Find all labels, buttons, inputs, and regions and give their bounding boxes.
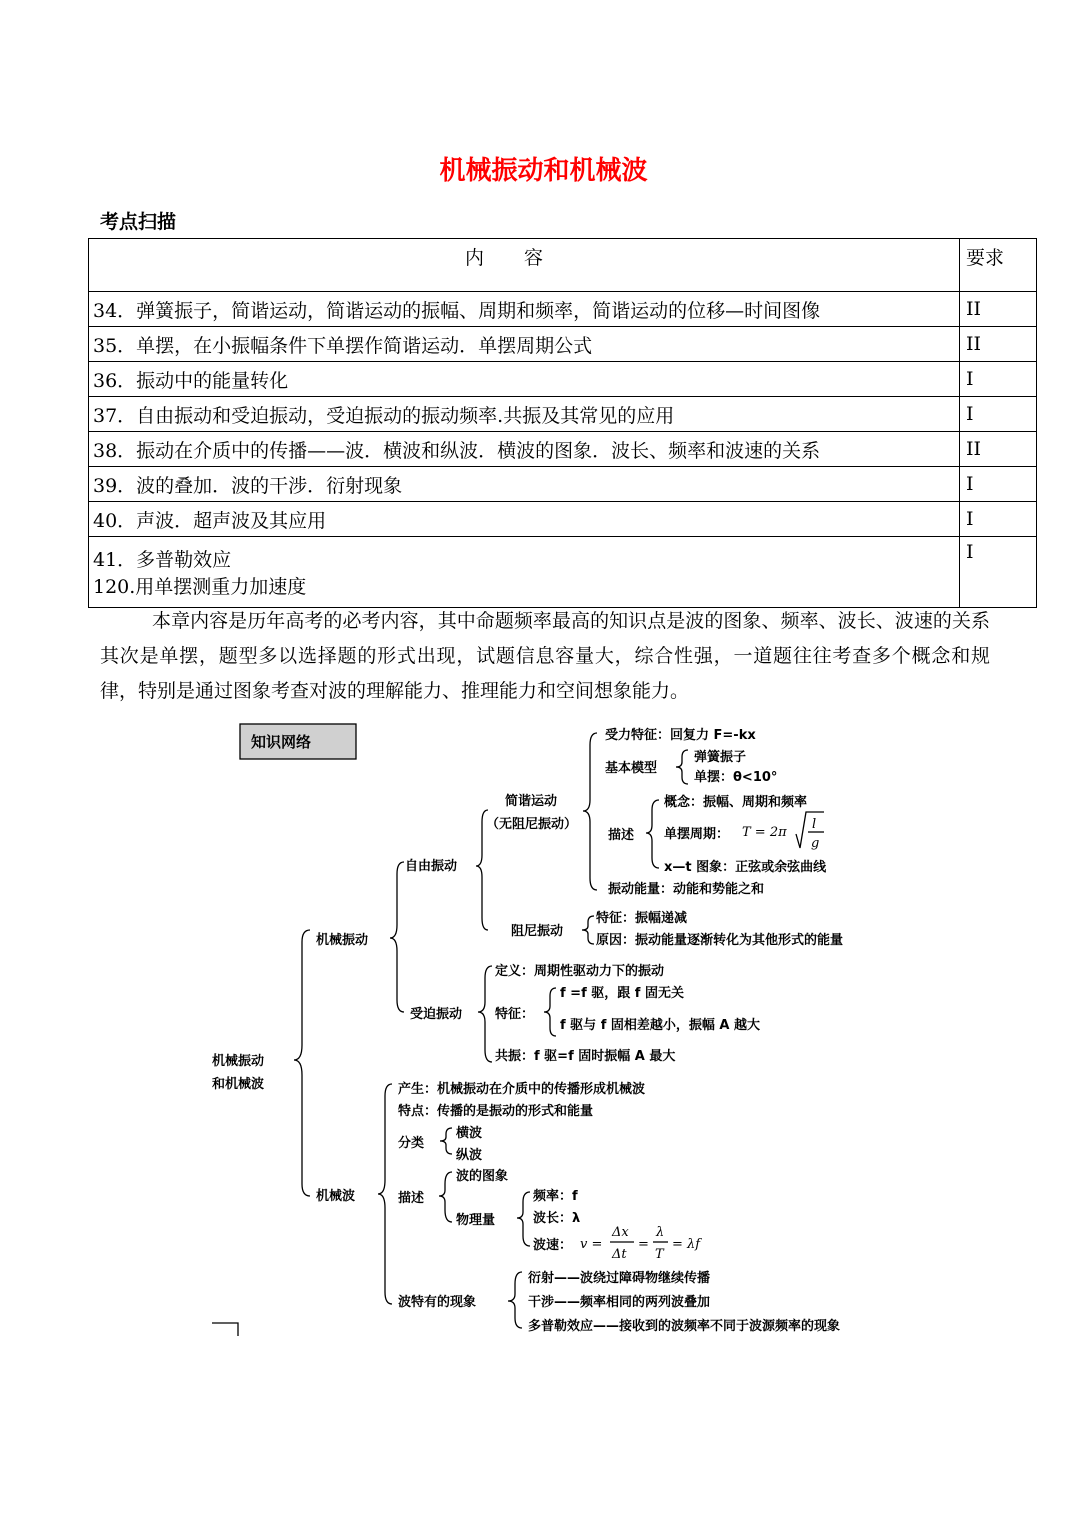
wave-describe-label: 描述 — [398, 1191, 425, 1206]
row-content: 39．波的叠加．波的干涉．衍射现象 — [89, 467, 960, 502]
period-formula: T = 2π — [742, 825, 787, 840]
row-line: 120.用单摆测重力加速度 — [93, 576, 307, 598]
phenomena-brace — [508, 1272, 522, 1328]
doppler-text: 多普勒效应——接收到的波频率不同于波源频率的现象 — [528, 1319, 841, 1334]
row-content: 35．单摆，在小振幅条件下单摆作简谐运动．单摆周期公式 — [89, 327, 960, 362]
wave-label: 机械波 — [316, 1189, 356, 1204]
interference-text: 干涉——频率相同的两列波叠加 — [528, 1295, 711, 1310]
vib-energy-text: 振动能量：动能和势能之和 — [608, 882, 765, 897]
describe-brace — [646, 800, 659, 868]
force-feature-text: 受力特征：回复力 F=-kx — [605, 728, 756, 743]
forced-feature-brace — [544, 988, 556, 1036]
wave-phenomena-label: 波特有的现象 — [398, 1295, 477, 1310]
vibration-brace — [390, 862, 404, 1012]
xt-graph-text: x—t 图象：正弦或余弦曲线 — [664, 860, 827, 875]
formula-g: g — [811, 836, 820, 851]
damped-feature-text: 特征：振幅递减 — [596, 911, 688, 926]
row-requirement: I — [960, 537, 1037, 608]
root-label: 机械振动 — [212, 1054, 265, 1069]
root-label: 和机械波 — [212, 1077, 265, 1092]
resonance-text: 共振：f 驱=f 固时振幅 A 最大 — [495, 1049, 676, 1064]
damped-label: 阻尼振动 — [511, 924, 564, 939]
shm-brace — [583, 733, 597, 890]
forced-label: 受迫振动 — [410, 1007, 463, 1022]
corner-mark — [212, 1323, 238, 1336]
speed-eq2: = λf — [672, 1237, 701, 1252]
damped-brace — [582, 916, 594, 944]
row-content: 37．自由振动和受迫振动，受迫振动的振动频率.共振及其常见的应用 — [89, 397, 960, 432]
knowledge-network-label: 知识网络 — [251, 733, 312, 751]
row-requirement: I — [960, 467, 1037, 502]
chapter-intro-paragraph: 本章内容是历年高考的必考内容，其中命题频率最高的知识点是波的图象、频率、波长、波速的关系 其次是单摆，题型多以选择题的形式出现，试题信息容量大，综合性强，一道题往往考查多个概念和规律，特别是通过图象考查对波的理解能力、推理能力和空间想象能力。 — [100, 610, 990, 702]
free-vibration-label: 自由振动 — [405, 859, 458, 874]
row-requirement: I — [960, 502, 1037, 537]
forced-feature-label: 特征： — [495, 1007, 535, 1022]
wavelength-text: 波长：λ — [533, 1211, 581, 1226]
damped-reason-text: 原因：振动能量逐渐转化为其他形式的能量 — [596, 933, 844, 948]
pendulum-period-label: 单摆周期： — [664, 827, 730, 842]
row-content: 36．振动中的能量转化 — [89, 362, 960, 397]
speed-T: T — [655, 1247, 664, 1262]
speed-lambda: λ — [656, 1225, 665, 1240]
wave-describe-brace — [439, 1172, 452, 1222]
row-content: 38．振动在介质中的传播——波．横波和纵波．横波的图象．波长、频率和波速的关系 — [89, 432, 960, 467]
row-requirement: II — [960, 292, 1037, 327]
wave-graph-text: 波的图象 — [456, 1169, 509, 1184]
row-content: 34．弹簧振子，简谐运动，简谐运动的振幅、周期和频率，简谐运动的位移—时间图像 — [89, 292, 960, 327]
spring-oscillator-text: 弹簧振子 — [694, 750, 747, 765]
header-content: 内容 — [89, 239, 960, 292]
forced-f2-text: f 驱与 f 固相差越小，振幅 A 越大 — [560, 1018, 761, 1033]
concepts-text: 概念：振幅、周期和频率 — [664, 795, 808, 810]
shm-label: 简谐运动 — [505, 794, 558, 809]
wave-brace — [378, 1084, 392, 1304]
root-brace — [294, 930, 310, 1196]
model-brace — [676, 750, 688, 784]
wave-origin-text: 产生：机械振动在介质中的传播形成机械波 — [398, 1082, 646, 1097]
row-content: 40．声波．超声波及其应用 — [89, 502, 960, 537]
forced-f1-text: f =f 驱，跟 f 固无关 — [560, 986, 684, 1001]
speed-dt: Δt — [612, 1247, 627, 1262]
page-title: 机械振动和机械波 — [439, 156, 648, 186]
sqrt-sign — [796, 812, 824, 848]
forced-brace — [478, 966, 492, 1062]
speed-v: v = — [580, 1237, 603, 1252]
row-requirement: I — [960, 397, 1037, 432]
section-heading: 考点扫描 — [100, 211, 177, 233]
speed-dx: Δx — [612, 1225, 629, 1240]
row-requirement: II — [960, 432, 1037, 467]
header-requirement: 要求 — [960, 239, 1037, 292]
transverse-text: 横波 — [456, 1126, 483, 1141]
classify-brace — [440, 1128, 452, 1154]
row-line: 41．多普勒效应 — [93, 549, 232, 571]
forced-def-text: 定义：周期性驱动力下的振动 — [495, 964, 665, 979]
formula-l: l — [812, 817, 817, 832]
wave-feature-text: 特点：传播的是振动的形式和能量 — [398, 1104, 594, 1119]
frequency-text: 频率：f — [533, 1189, 578, 1204]
diffraction-text: 衍射——波绕过障碍物继续传播 — [528, 1271, 711, 1286]
speed-eq: = — [638, 1237, 649, 1252]
describe-label: 描述 — [608, 828, 635, 843]
classify-label: 分类 — [398, 1136, 425, 1151]
pendulum-text: 单摆：θ<10° — [694, 770, 778, 785]
speed-label: 波速： — [533, 1238, 573, 1253]
phys-qty-label: 物理量 — [456, 1213, 496, 1228]
longitudinal-text: 纵波 — [456, 1148, 483, 1163]
basic-model-label: 基本模型 — [605, 761, 658, 776]
vibration-label: 机械振动 — [316, 933, 369, 948]
row-requirement: II — [960, 327, 1037, 362]
phys-qty-brace — [517, 1192, 530, 1246]
row-requirement: I — [960, 362, 1037, 397]
shm-label: （无阻尼振动） — [486, 817, 578, 832]
